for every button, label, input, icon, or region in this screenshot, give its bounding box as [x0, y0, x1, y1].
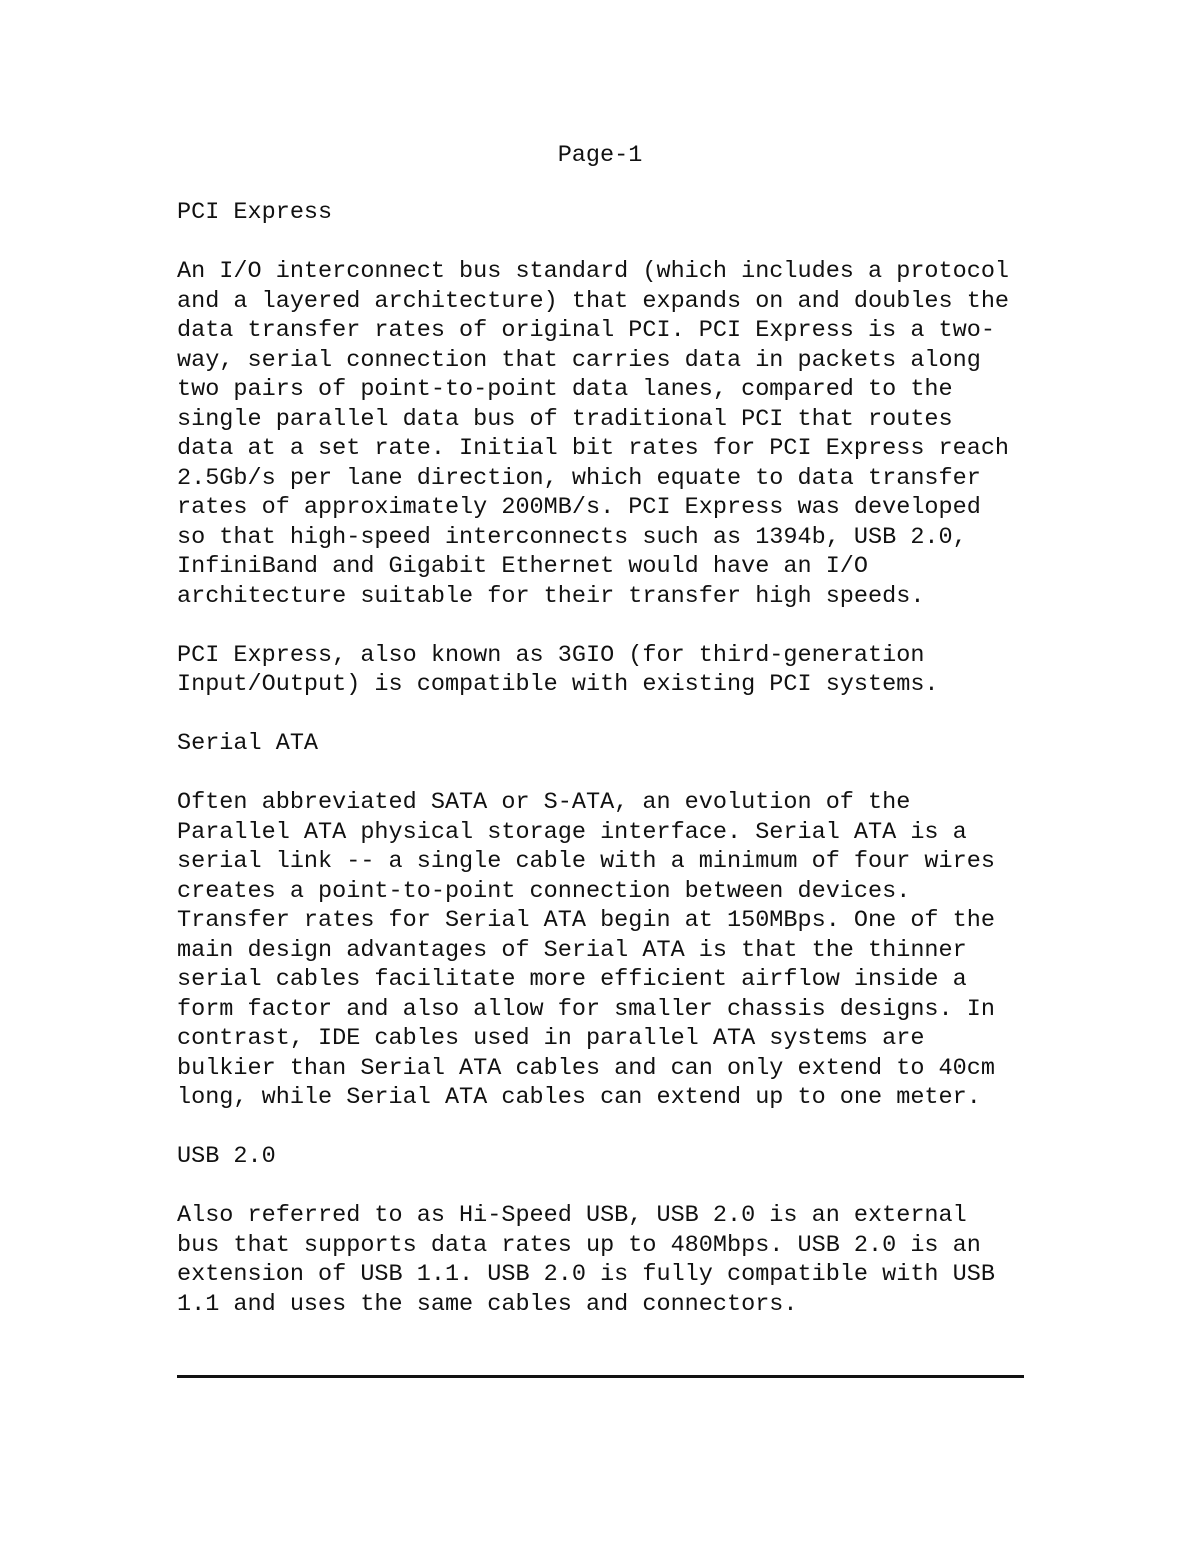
text-line: two pairs of point-to-point data lanes, compared to the — [177, 376, 953, 403]
text-line: Input/Output) is compatible with existing PCI systems. — [177, 671, 939, 698]
footer-rule — [177, 1375, 1024, 1378]
text-line: main design advantages of Serial ATA is that the thinner — [177, 936, 967, 964]
section-heading: Serial ATA — [177, 730, 319, 757]
text-line: way, serial connection that carries data in packets along — [177, 346, 981, 374]
text-line: contrast, IDE cables used in parallel ATA systems are — [177, 1025, 925, 1052]
text-line: rates of approximately 200MB/s. PCI Express was developed — [177, 494, 981, 521]
section-heading: PCI Express — [177, 199, 333, 226]
paragraph — [177, 257, 1027, 611]
text-line: architecture suitable for their transfer high speeds. — [177, 582, 925, 610]
text-line: Often abbreviated SATA or S-ATA, an evolution of the — [177, 789, 911, 816]
paragraph — [177, 788, 1027, 1113]
text-line: creates a point-to-point connection between devices. — [177, 877, 911, 905]
text-line: Parallel ATA physical storage interface. Serial ATA is a — [177, 818, 967, 846]
text-line: so that high-speed interconnects such as 1394b, USB 2.0, — [177, 523, 967, 551]
text-line: 1.1 and uses the same cables and connectors. — [177, 1290, 798, 1318]
text-line: bulkier than Serial ATA cables and can only extend to 40cm — [177, 1054, 995, 1082]
page-number: Page-1 — [557, 142, 643, 169]
text-line: Transfer rates for Serial ATA begin at 150MBps. One of the — [177, 907, 995, 934]
paragraph — [177, 641, 1027, 700]
text-line: 2.5Gb/s per lane direction, which equate to data transfer — [177, 464, 981, 492]
text-line: form factor and also allow for smaller chassis designs. In — [177, 995, 995, 1023]
text-line: serial link -- a single cable with a minimum of four wires — [177, 848, 995, 875]
text-line: long, while Serial ATA cables can extend up to one meter. — [177, 1084, 981, 1111]
text-line: and a layered architecture) that expands on and doubles the — [177, 287, 1010, 315]
text-line: serial cables facilitate more efficient airflow inside a — [177, 966, 967, 993]
text-line: extension of USB 1.1. USB 2.0 is fully compatible with USB — [177, 1261, 995, 1288]
document-body — [177, 198, 1027, 1349]
text-line: data at a set rate. Initial bit rates for PCI Express reach — [177, 435, 1010, 462]
text-line: An I/O interconnect bus standard (which includes a protocol — [177, 258, 1010, 285]
text-line: PCI Express, also known as 3GIO (for third-generation — [177, 641, 925, 669]
text-line: single parallel data bus of traditional PCI that routes — [177, 405, 953, 433]
text-line: InfiniBand and Gigabit Ethernet would have an I/O — [177, 553, 869, 580]
paragraph — [177, 1201, 1027, 1319]
text-line: bus that supports data rates up to 480Mbps. USB 2.0 is an — [177, 1231, 981, 1259]
section-heading: USB 2.0 — [177, 1143, 276, 1170]
text-line: Also referred to as Hi-Speed USB, USB 2.0 is an external — [177, 1202, 967, 1229]
text-line: data transfer rates of original PCI. PCI Express is a two- — [177, 317, 995, 344]
